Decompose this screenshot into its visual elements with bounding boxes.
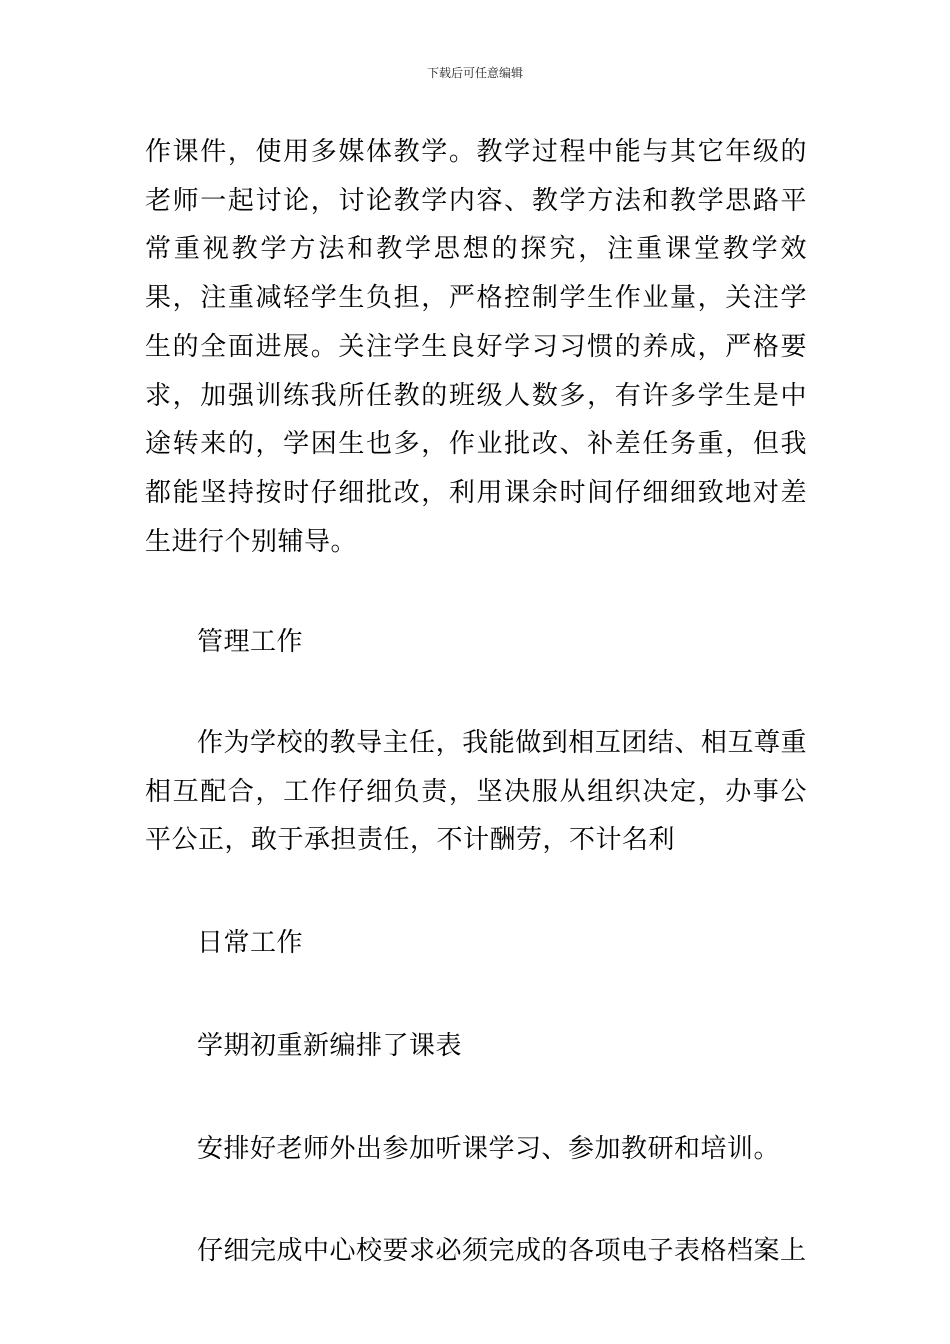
paragraph-gap	[145, 667, 807, 719]
paragraph-training: 安排好老师外出参加听课学习、参加教研和培训。	[197, 1133, 781, 1164]
paragraph-gap	[145, 968, 807, 1022]
paragraph-gap	[145, 566, 807, 618]
paragraph-teaching: 作课件，使用多媒体教学。教学过程中能与其它年级的老师一起讨论，讨论教学内容、教学方法和教学思路平常重视教学方法和教学思想的探究，注重课堂教学效果，注重减轻学生负担，严格控制学生作业量，关注学生的全面进展。关注学生良好学习习惯的养成，严格要求，加强训练我所任教的班级人数多，有许多学生是中途转来的，学困生也多，作业批改、补差任务重，但我都能坚持按时仔细批改，利用课余时间仔细细致地对差生进行个别辅导。	[145, 137, 807, 557]
paragraph-gap	[145, 865, 807, 919]
page-header: 下载后可任意编辑	[426, 66, 523, 80]
heading-daily-work: 日常工作	[197, 928, 304, 959]
paragraph-schedule: 学期初重新编排了课表	[197, 1030, 463, 1061]
paragraph-gap	[145, 1173, 807, 1227]
heading-management: 管理工作	[197, 627, 304, 658]
paragraph-management: 作为学校的教导主任，我能做到相互团结、相互尊重相互配合，工作仔细负责，坚决服从组织决定，办事公平公正，敢于承担责任，不计酬劳，不计名利	[145, 728, 807, 856]
paragraph-archives: 仔细完成中心校要求必须完成的各项电子表格档案上	[197, 1236, 807, 1267]
document-body	[145, 128, 807, 1276]
paragraph-gap	[145, 1071, 807, 1125]
